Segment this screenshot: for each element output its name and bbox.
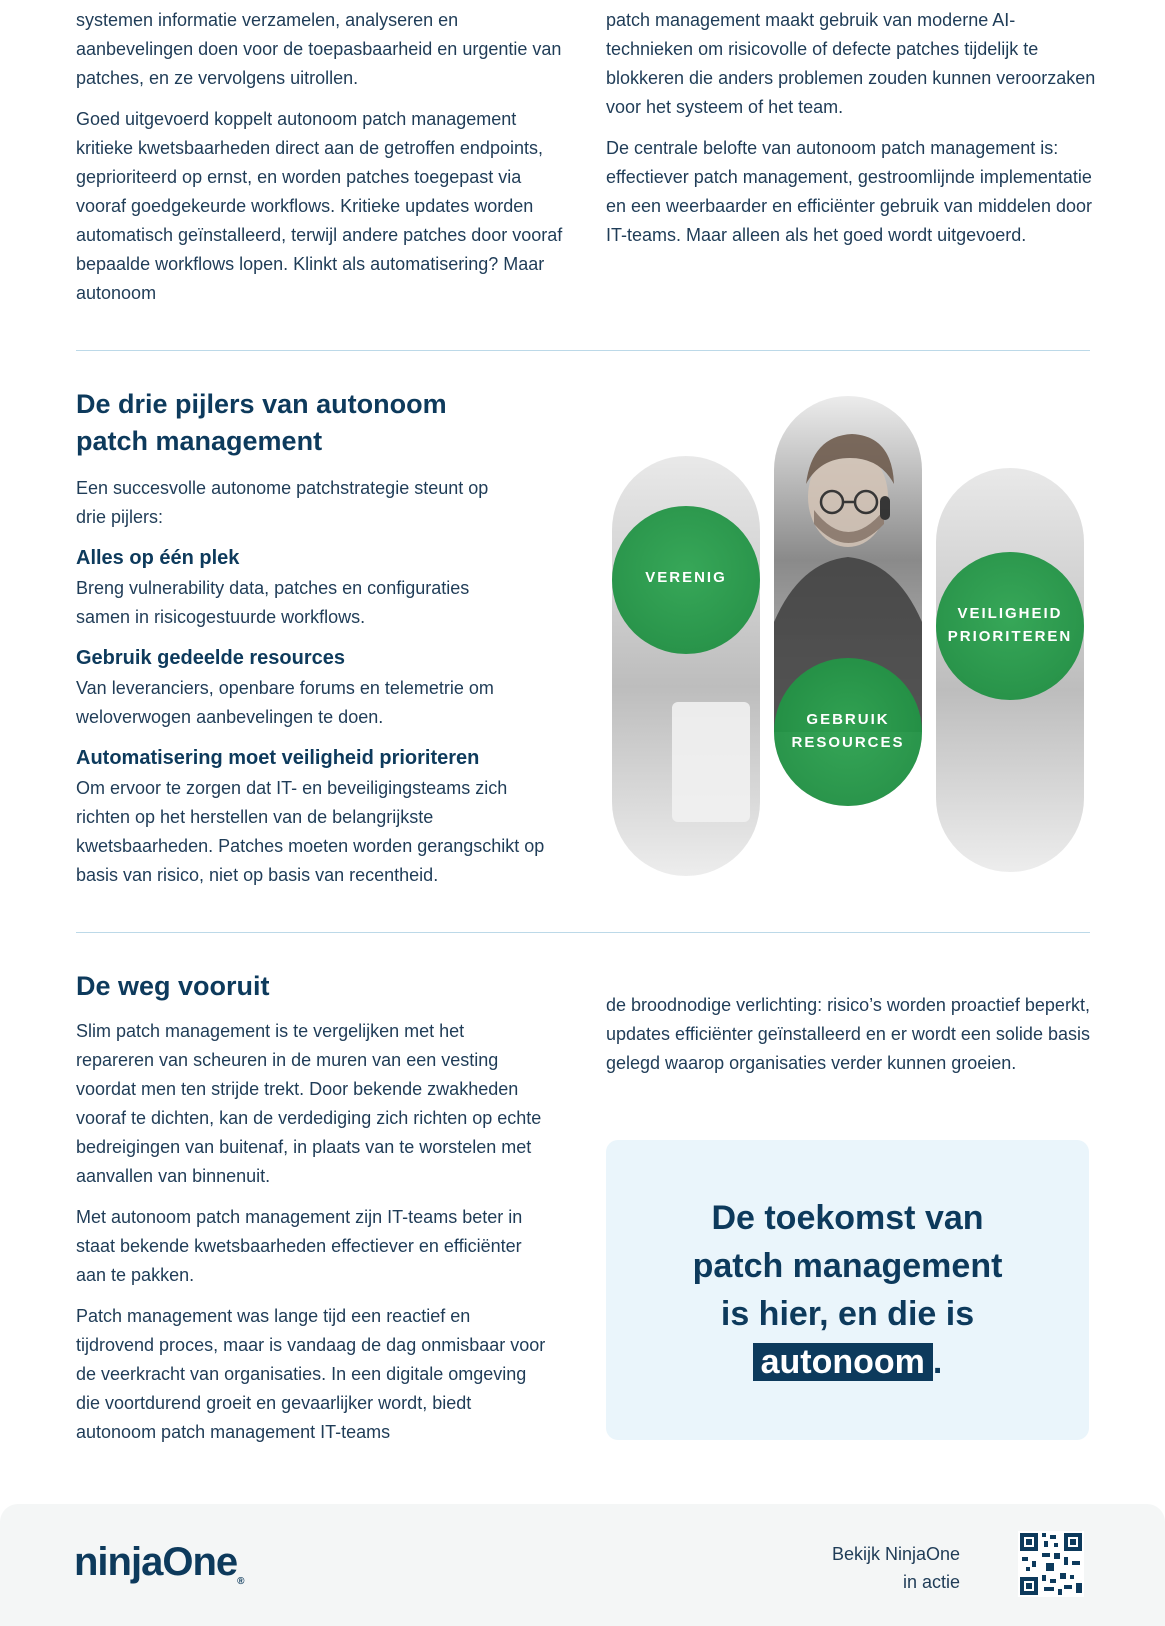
pillar-1-heading: Alles op één plek — [76, 547, 240, 569]
road-title: De weg vooruit — [76, 971, 270, 1001]
pillar-3-text: Om ervoor te zorgen dat IT- en beveiligingsteams zich richten op het herstellen van de belangrijkste kwetsbaarheden. Patches moeten worden gerangschikt op basis van risico, niet op basis van recentheid. — [76, 778, 545, 885]
cta-text[interactable] — [832, 1540, 960, 1596]
quote-line-1: De toekomst van — [711, 1199, 984, 1237]
ninjaone-logo[interactable] — [74, 1540, 245, 1587]
logo-text: ninjaOne — [74, 1540, 238, 1584]
pillar-3-heading: Automatisering moet veiligheid prioriteren — [76, 747, 480, 769]
quote-end: . — [932, 1343, 943, 1381]
intro-left-paragraph-1: systemen informatie verzamelen, analyseren en aanbevelingen doen voor de toepasbaarheid en urgentie van patches, en ze vervolgens uitrollen. — [76, 10, 562, 88]
pillars-graphic — [600, 392, 1100, 882]
quote-line-3: is hier, en die is — [720, 1295, 975, 1333]
gebruik-label-line-2: RESOURCES — [791, 734, 905, 751]
intro-left-paragraph-2: Goed uitgevoerd koppelt autonoom patch management kritieke kwetsbaarheden direct aan de getroffen endpoints, geprioriteerd op ernst, en worden patches toegepast via vooraf goedgekeurde workflows. Kritieke updates worden automatisch geïnstalleerd, terwijl andere patches door vooraf bepaalde workflows lopen. Klinkt als automatisering? Maar autonoom — [76, 109, 563, 303]
cta-line-1: Bekijk NinjaOne — [831, 1544, 960, 1564]
cta-line-2: in actie — [902, 1572, 960, 1592]
quote-line-2: patch management — [692, 1247, 1003, 1285]
veiligheid-label-line-1: VEILIGHEID — [957, 605, 1063, 622]
road-paragraph-2: Met autonoom patch management zijn IT-teams beter in staat bekende kwetsbaarheden effectiever en efficiënter aan te pakken. — [76, 1207, 523, 1285]
pillars-title-line-1: De drie pijlers van autonoom — [76, 389, 447, 419]
intro-right-column — [606, 6, 1096, 262]
pillar-1-text: Breng vulnerability data, patches en configuraties samen in risicogestuurde workflows. — [76, 578, 470, 627]
intro-left-column — [76, 6, 566, 320]
quote-text — [606, 1194, 1089, 1386]
divider-top — [76, 350, 1090, 351]
veiligheid-label-line-2: PRIORITEREN — [947, 628, 1073, 645]
laptop-illustration — [672, 702, 750, 822]
quote-highlight: autonoom — [753, 1343, 933, 1381]
road-paragraph-3: Patch management was lange tijd een reactief en tijdrovend proces, maar is vandaag de dag onmisbaar voor de veerkracht van organisaties. In een digitale omgeving die voortdurend groeit en gevaarlijker wordt, biedt autonoom patch management IT-teams — [76, 1306, 546, 1442]
pillars-title-line-2: patch management — [76, 426, 323, 456]
pillars-title — [76, 386, 566, 460]
divider-bottom — [76, 932, 1090, 933]
pillars-text-column — [76, 386, 566, 900]
qr-code-icon[interactable] — [1018, 1531, 1084, 1597]
road-right-column — [606, 991, 1092, 1090]
road-right-paragraph: de broodnodige verlichting: risico’s worden proactief beperkt, updates efficiënter geïnstalleerd en er wordt een solide basis gelegd waarop organisaties verder kunnen groeien. — [606, 995, 1090, 1073]
pillars-intro: Een succesvolle autonome patchstrategie steunt op drie pijlers: — [76, 478, 489, 527]
gebruik-resources-label — [774, 708, 922, 754]
road-paragraph-1: Slim patch management is te vergelijken met het repareren van scheuren in de muren van een vesting voordat men ten strijde trekt. Door bekende zwakheden vooraf te dichten, kan de verdediging zich richten op echte bedreigingen van buitenaf, in plaats van te worstelen met aanvallen van binnenuit. — [76, 1021, 542, 1186]
pillar-2-heading: Gebruik gedeelde resources — [76, 647, 346, 669]
intro-right-paragraph-1: patch management maakt gebruik van moderne AI-technieken om risicovolle of defecte patches tijdelijk te blokkeren die anders problemen zouden kunnen veroorzaken voor het systeem of het team. — [606, 10, 1096, 117]
footer — [0, 1504, 1165, 1626]
pillar-2-text: Van leveranciers, openbare forums en telemetrie om weloverwogen aanbevelingen te doen. — [76, 678, 494, 727]
road-left-column — [76, 968, 546, 1459]
gebruik-label-line-1: GEBRUIK — [806, 711, 890, 728]
veiligheid-prioriteren-label — [930, 602, 1090, 648]
verenig-label: VERENIG — [645, 569, 727, 586]
logo-registered-mark: ® — [237, 1576, 245, 1587]
intro-right-paragraph-2: De centrale belofte van autonoom patch management is: effectiever patch management, gestroomlijnde implementatie en een weerbaarder en efficiënter gebruik van middelen door IT-teams. Maar alleen als het goed wordt uitgevoerd. — [606, 138, 1092, 245]
quote-box — [606, 1140, 1089, 1440]
